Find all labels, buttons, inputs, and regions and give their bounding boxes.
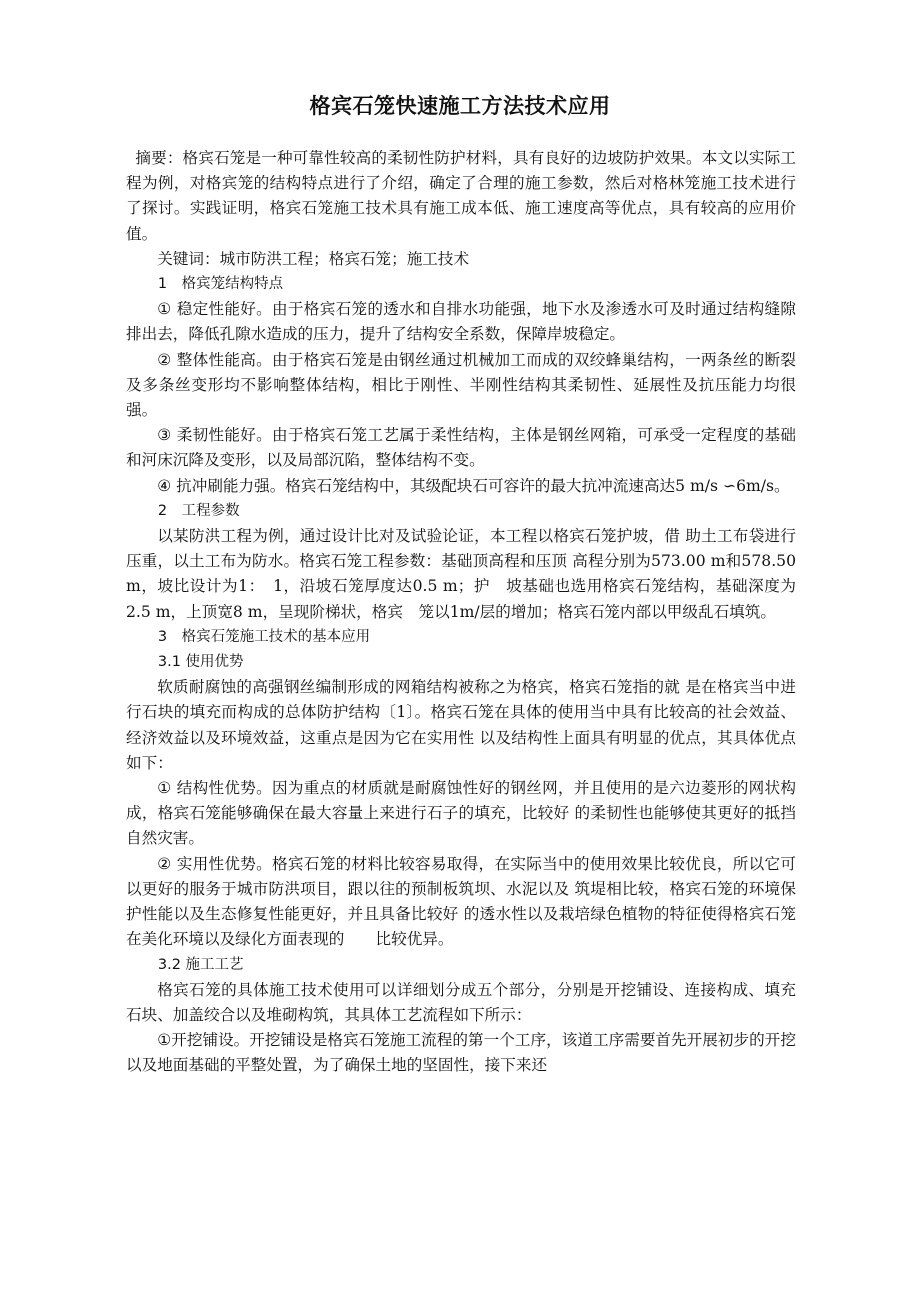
list-item [126, 776, 796, 852]
item-marker: ② [157, 854, 172, 873]
item-text: 开挖铺设。开挖铺设是格宾石笼施工流程的第一个工序，该道工序需要首先开展初步的开挖以及地面基础的平整处置，为了确保土地的坚固性，接下来还 [126, 1031, 796, 1075]
item-text: 柔韧性能好。由于格宾石笼工艺属于柔性结构，主体是钢丝网箱，可承受一定程度的基础和河床沉降及变形，以及局部沉陷，整体结构不变。 [126, 426, 796, 470]
section-3-1-paragraph: 软质耐腐蚀的高强钢丝编制形成的网箱结构被称之为格宾，格宾石笼指的就 是在格宾当中进行石块的填充而构成的总体防护结构〔1〕。格宾石笼在具体的使用当中具有比较高的社会效益、经济效益以及环境效益，这重点是因为它在实用性 以及结构性上面具有明显的优点，其具体优点如下： [126, 678, 796, 772]
abstract-paragraph: 摘要：格宾石笼是一种可靠性较高的柔韧性防护材料，具有良好的边坡防护效果。本文以实际工程为例，对格宾笼的结构特点进行了介绍，确定了合理的施工参数，然后对格林笼施工技术进行了探讨。实践证明，格宾石笼施工技术具有施工成本低、施工速度高等优点，具有较高的应用价值。 [126, 149, 796, 243]
list-item [126, 1028, 796, 1078]
section-3-2-paragraph: 格宾石笼的具体施工技术使用可以详细划分成五个部分，分别是开挖铺设、连接构成、填充石块、加盖绞合以及堆砌构筑，其具体工艺流程如下所示： [126, 980, 796, 1024]
section-3-1-heading: 3.1 使用优势 [157, 654, 244, 671]
item-marker: ② [157, 350, 172, 369]
item-marker: ① [157, 779, 172, 798]
item-text: 整体性能高。由于格宾石笼是由钢丝通过机械加工而成的双绞蜂巢结构，一两条丝的断裂及多条丝变形均不影响整体结构，相比于刚性、半刚性结构其柔韧性、延展性及抗压能力均很强。 [126, 350, 796, 420]
document-body [126, 146, 796, 1079]
item-marker: ③ [157, 426, 172, 445]
section-2-paragraph: 以某防洪工程为例，通过设计比对及试验论证，本工程以格宾石笼护坡，借 助土工布袋进行压重，以土工布为防水。格宾石笼工程参数：基础顶高程和压顶 高程分别为573.00 m和578.50 m，坡比设计为1： 1，沿坡石笼厚度达0.5 m；护 坡基础也选用格宾石笼结构，基础深度为2.5 m，上顶宽8 m，呈现阶梯状，格宾 笼以1m/层的增加；格宾石笼内部以甲级乱石填筑。 [126, 527, 796, 621]
item-marker: ④ [157, 476, 172, 495]
list-item [126, 297, 796, 347]
section-1-heading: 1 格宾笼结构特点 [157, 276, 284, 293]
item-marker: ① [157, 1031, 172, 1050]
section-3-heading: 3 格宾石笼施工技术的基本应用 [157, 628, 371, 645]
list-item [126, 474, 796, 499]
item-text: 抗冲刷能力强。格宾石笼结构中，其级配块石可容许的最大抗冲流速高达5 m/s ∽6m/s。 [171, 476, 790, 495]
item-text: 实用性优势。格宾石笼的材料比较容易取得，在实际当中的使用效果比较优良，所以它可以更好的服务于城市防洪项目，跟以往的预制板筑坝、水泥以及 筑堤相比较，格宾石笼的环境保护性能以及生态修复性能更好，并且具备比较好 的透水性以及栽培绿色植物的特征使得格宾石笼在美化环境以及绿化方面表现的 比较优异。 [126, 854, 796, 949]
list-item [126, 348, 796, 424]
list-item [126, 852, 796, 953]
section-3-2-heading: 3.2 施工工艺 [157, 956, 244, 973]
item-marker: ① [157, 300, 172, 319]
keywords-line: 关键词：城市防洪工程；格宾石笼；施工技术 [157, 249, 470, 268]
item-text: 稳定性能好。由于格宾石笼的透水和自排水功能强，地下水及渗透水可及时通过结构缝隙排出去，降低孔隙水造成的压力，提升了结构安全系数，保障岸坡稳定。 [126, 300, 796, 344]
list-item [126, 423, 796, 473]
document-title: 格宾石笼快速施工方法技术应用 [309, 94, 611, 118]
section-2-heading: 2 工程参数 [157, 502, 240, 519]
item-text: 结构性优势。因为重点的材质就是耐腐蚀性好的钢丝网，并且使用的是六边菱形的网状构成，格宾石笼能够确保在最大容量上来进行石子的填充，比较好 的柔韧性也能够使其更好的抵挡自然灾害。 [126, 779, 796, 848]
